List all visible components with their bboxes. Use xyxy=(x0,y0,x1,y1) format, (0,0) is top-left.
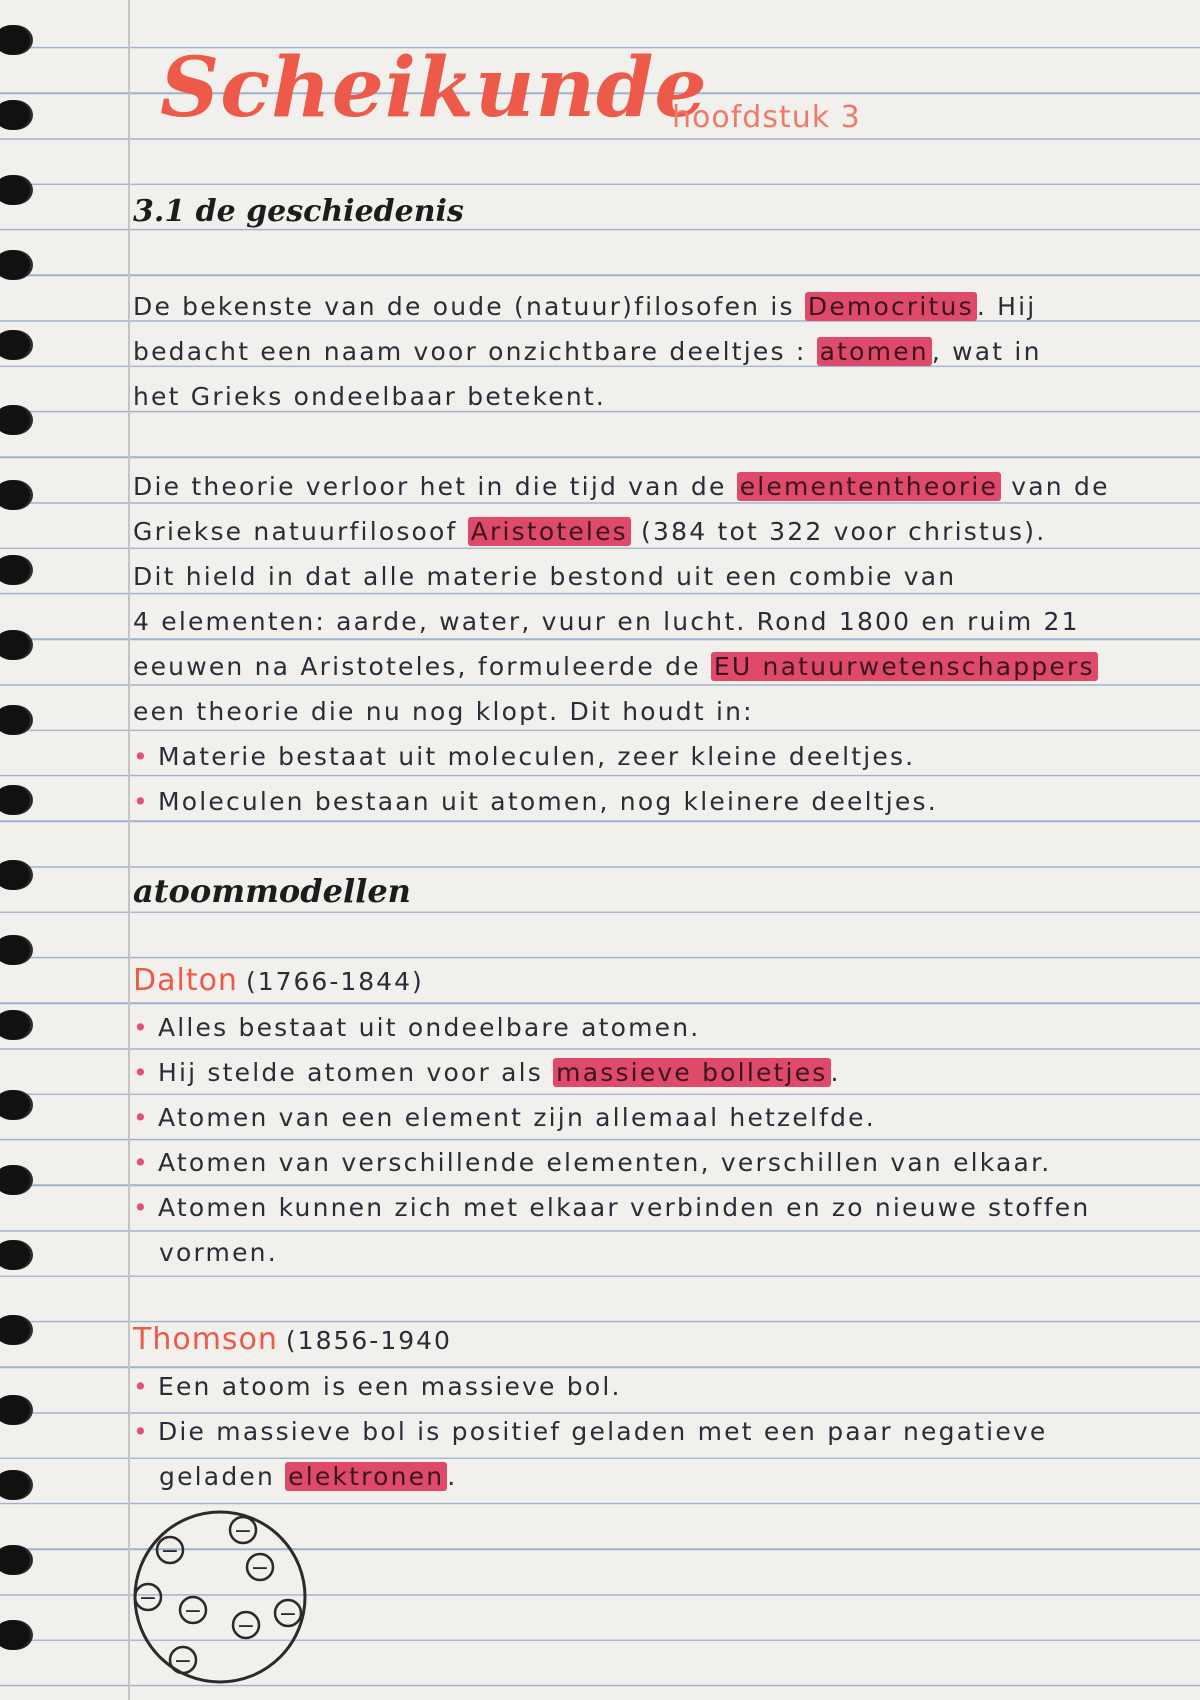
binder-hole xyxy=(0,100,30,130)
electron-label: − xyxy=(183,1599,203,1624)
electron xyxy=(275,1600,301,1627)
bullet-item xyxy=(133,1372,1183,1401)
text-line: vormen. xyxy=(159,1238,278,1267)
page-title: Scheikunde xyxy=(160,40,708,136)
electron-label: − xyxy=(236,1614,256,1639)
bullet-text: Hij stelde atomen voor als xyxy=(157,1058,554,1087)
text-span: De bekenste van de oude (natuur)filosofen is xyxy=(133,292,805,321)
electron xyxy=(157,1537,183,1564)
atoommodellen-heading: atoommodellen xyxy=(133,872,411,910)
text-line xyxy=(133,472,1183,501)
bullet-item xyxy=(133,787,1183,816)
bullet-dot: • xyxy=(133,1013,150,1042)
highlight-aristoteles: Aristoteles xyxy=(468,517,631,546)
electron xyxy=(170,1647,196,1674)
thomson-years: (1856-1940 xyxy=(285,1326,452,1355)
bullet-item xyxy=(133,1193,1183,1222)
bullet-text: Een atoom is een massieve bol. xyxy=(157,1372,622,1401)
text-line: een theorie die nu nog klopt. Dit houdt in: xyxy=(133,697,754,726)
binder-hole xyxy=(0,785,30,815)
electron xyxy=(233,1612,259,1639)
binder-hole xyxy=(0,705,30,735)
bullet-text: Moleculen bestaan uit atomen, nog kleinere deeltjes. xyxy=(157,787,938,816)
bullet-item xyxy=(133,742,1183,771)
bullet-item xyxy=(133,1103,1183,1132)
highlight-atomen: atomen xyxy=(817,337,932,366)
binder-hole xyxy=(0,1240,30,1270)
electron-label: − xyxy=(233,1519,253,1544)
text-span: . xyxy=(447,1462,458,1491)
highlight-massieve-bolletjes: massieve bolletjes xyxy=(553,1058,830,1087)
text-line xyxy=(133,292,1183,321)
text-span: (384 tot 322 voor christus). xyxy=(630,517,1047,546)
text-span: bedacht een naam voor onzichtbare deeltjes : xyxy=(133,337,817,366)
text-line: Dit hield in dat alle materie bestond uit een combie van xyxy=(133,562,957,591)
text-span: . Hij xyxy=(976,292,1037,321)
text-span: eeuwen na Aristoteles, formuleerde de xyxy=(133,652,711,681)
binder-hole xyxy=(0,405,30,435)
electron-label: − xyxy=(250,1556,270,1581)
text-span: Die theorie verloor het in die tijd van de xyxy=(133,472,737,501)
binder-hole xyxy=(0,555,30,585)
highlight-democritus: Democritus xyxy=(805,292,977,321)
binder-hole xyxy=(0,1470,30,1500)
binder-hole xyxy=(0,860,30,890)
binder-hole xyxy=(0,175,30,205)
bullet-text: Materie bestaat uit moleculen, zeer kleine deeltjes. xyxy=(157,742,916,771)
bullet-item xyxy=(133,1417,1183,1446)
bullet-dot: • xyxy=(133,1103,150,1132)
binder-hole xyxy=(0,1315,30,1345)
text-line xyxy=(133,337,1183,366)
binder-hole xyxy=(0,25,30,55)
binder-holes xyxy=(0,0,60,1700)
binder-hole xyxy=(0,1010,30,1040)
text-line: 4 elementen: aarde, water, vuur en lucht. Rond 1800 en ruim 21 xyxy=(133,607,1080,636)
binder-hole xyxy=(0,630,30,660)
binder-hole xyxy=(0,480,30,510)
bullet-dot: • xyxy=(133,787,150,816)
electron-label: − xyxy=(173,1649,193,1674)
bullet-dot: • xyxy=(133,742,150,771)
text-span: , wat in xyxy=(931,337,1042,366)
bullet-item xyxy=(133,1148,1183,1177)
dalton-name: Dalton xyxy=(133,963,238,998)
binder-hole xyxy=(0,250,30,280)
binder-hole xyxy=(0,1090,30,1120)
electron xyxy=(230,1517,256,1544)
electron xyxy=(247,1554,273,1581)
bullet-item xyxy=(133,1013,1183,1042)
margin-line xyxy=(128,0,130,1700)
binder-hole xyxy=(0,935,30,965)
highlight-eu-natuurwetenschappers: EU natuurwetenschappers xyxy=(711,652,1098,681)
binder-hole xyxy=(0,1620,30,1650)
text-line xyxy=(133,652,1183,681)
bullet-dot: • xyxy=(133,1372,150,1401)
text-span: geladen xyxy=(159,1462,286,1491)
dalton-years: (1766-1844) xyxy=(245,967,424,996)
bullet-text: Atomen kunnen zich met elkaar verbinden en zo nieuwe stoffen xyxy=(157,1193,1091,1222)
thomson-name: Thomson xyxy=(133,1322,278,1357)
bullet-text: Alles bestaat uit ondeelbare atomen. xyxy=(157,1013,701,1042)
thomson-atom-model xyxy=(128,1505,318,1690)
bullet-text: Atomen van een element zijn allemaal hetzelfde. xyxy=(157,1103,876,1132)
highlight-elektronen: elektronen xyxy=(285,1462,447,1491)
bullet-text: Atomen van verschillende elementen, verschillen van elkaar. xyxy=(157,1148,1052,1177)
binder-hole xyxy=(0,1395,30,1425)
bullet-dot: • xyxy=(133,1058,150,1087)
binder-hole xyxy=(0,330,30,360)
text-line xyxy=(133,517,1183,546)
section-title: 3.1 de geschiedenis xyxy=(133,194,464,229)
bullet-dot: • xyxy=(133,1417,150,1446)
bullet-dot: • xyxy=(133,1148,150,1177)
bullet-text: Die massieve bol is positief geladen met een paar negatieve xyxy=(157,1417,1048,1446)
thomson-heading xyxy=(133,1322,452,1357)
dalton-heading xyxy=(133,963,424,998)
electron xyxy=(180,1597,206,1624)
text-line: het Grieks ondeelbaar betekent. xyxy=(133,382,607,411)
highlight-elemententheorie: elemententheorie xyxy=(737,472,1001,501)
text-line xyxy=(133,1462,1200,1491)
electron xyxy=(135,1584,161,1611)
text-span: Griekse natuurfilosoof xyxy=(133,517,468,546)
binder-hole xyxy=(0,1165,30,1195)
page-subtitle: hoofdstuk 3 xyxy=(672,100,861,135)
binder-hole xyxy=(0,1545,30,1575)
text-span: van de xyxy=(1001,472,1110,501)
electron-label: − xyxy=(278,1602,298,1627)
bullet-item xyxy=(133,1058,1183,1087)
text-span: . xyxy=(830,1058,841,1087)
electron-label: − xyxy=(138,1586,158,1611)
bullet-dot: • xyxy=(133,1193,150,1222)
electron-label: − xyxy=(160,1539,180,1564)
